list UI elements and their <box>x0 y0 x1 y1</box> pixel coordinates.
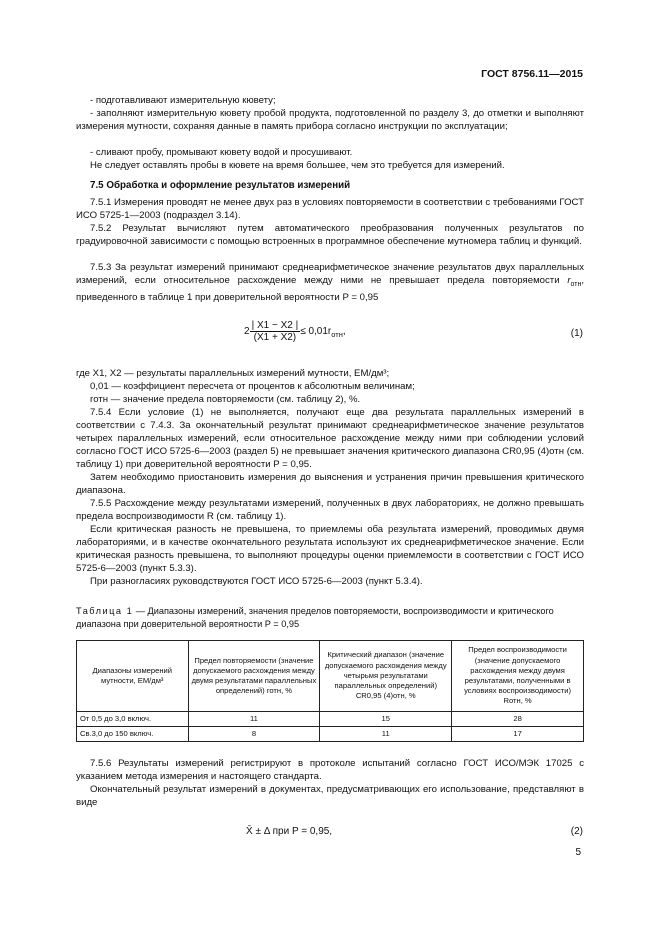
paragraph-7-5-1: 7.5.1 Измерения проводят не менее двух раз в условиях повторяемости в соответствии с требованиями ГОСТ ИСО 5725-1—2003 (подраздел 3.14). <box>76 197 584 221</box>
paragraph: Окончательный результат измерений в документах, предусматривающих его использование, представляют в виде <box>76 784 584 808</box>
paragraph-7-5-6: 7.5.6 Результаты измерений регистрируют в протоколе испытаний согласно ГОСТ ИСО/МЭК 17025 с указанием метода измерения и настоящего стандарта. <box>76 758 584 782</box>
table-header-cell: Предел воспроизводимости (значение допускаемого расхождения между двумя результатами, полученными в условиях воспроизводимости) Rотн, % <box>452 641 584 712</box>
equation-number-1: (1) <box>570 328 583 339</box>
where-line: rотн — значение предела повторяемости (см. таблицу 2), %. <box>90 394 361 405</box>
table-cell: 11 <box>320 727 452 742</box>
document-header: ГОСТ 8756.11—2015 <box>481 68 583 80</box>
paragraph-7-5-4: 7.5.4 Если условие (1) не выполняется, получают еще два результата параллельных измерений в соответствии с 7.4.3. За окончательный результат принимают среднеарифметическое значение результатов четырех параллельных измерений, если относительное расхождение между ними при соблюдении условий согласно ГОСТ ИСО 5725-6—2003 (раздел 5) не превышает значения критического диапазона CR0,95 (4)отн (см. таблицу 1) при доверительной вероятности P = 0,95. <box>76 407 584 470</box>
page-number: 5 <box>575 847 581 858</box>
where-line: 0,01 — коэффициент пересчета от процентов к абсолютным величинам; <box>90 381 415 392</box>
table-cell: 15 <box>320 712 452 727</box>
paragraph: При разногласиях руководствуются ГОСТ ИСО 5725-6—2003 (пункт 5.3.4). <box>90 576 423 587</box>
table-header-cell: Критический диапазон (значение допускаемого расхождения между четырьмя результатами параллельных определений) CR0,95 (4)отн, % <box>320 641 452 712</box>
bullet-item: - подготавливают измерительную кювету; <box>90 95 276 106</box>
where-line: где X1, X2 — результаты параллельных измерений мутности, ЕМ/дм³; <box>76 368 390 379</box>
table-cell: 17 <box>452 727 584 742</box>
table-header-cell: Предел повторяемости (значение допускаемого расхождения между двумя результатами параллельных определений) rотн, % <box>188 641 320 712</box>
table-row <box>77 712 584 727</box>
paragraph: Затем необходимо приостановить измерения до выяснения и устранения причин превышения критического диапазона. <box>76 472 584 496</box>
formula-1-fraction: $\frac{| X1 - X2 |}{(X1 + X2)}$ <box>251 320 299 343</box>
paragraph: Не следует оставлять пробы в кювете на время большее, чем это требуется для измерений. <box>90 160 505 171</box>
table-header-row <box>77 641 584 712</box>
table-cell: 11 <box>188 712 320 727</box>
paragraph-7-5-3: 7.5.3 За результат измерений принимают среднеарифметическое значение результатов двух параллельных измерений, если относительное расхождение между ними не превышает предела повторяемости $r_{отн}$, приведенного в таблице 1 при доверительной вероятности P = 0,95 <box>76 262 584 303</box>
paragraph: Если критическая разность не превышена, то приемлемы оба результата измерений, проводимых двумя лабораториями, и в качестве окончательного результата используют их среднеарифметическое значение. Если критическая разность превышена, то выполняют процедуры оценки приемлемости в соответствии с ГОСТ ИСО 5725-6—2003 (пункт 5.3.3). <box>76 524 584 574</box>
table-caption: Таблица 1 — Диапазоны измерений, значения пределов повторяемости, воспроизводимости и критического диапазона при доверительной вероятности P = 0,95 <box>76 606 554 629</box>
formula-1: 2 $\frac{| X1 - X2 |}{(X1 + X2)}$ ≤ $0,01r_{отн}$, <box>244 320 346 343</box>
table-cell: От 0,5 до 3,0 включ. <box>77 712 189 727</box>
table-header-cell: Диапазоны измерений мутности, ЕМ/дм³ <box>77 641 189 712</box>
table-cell: 8 <box>188 727 320 742</box>
section-heading: 7.5 Обработка и оформление результатов измерений <box>90 180 351 191</box>
table-row <box>77 727 584 742</box>
table-cell: 28 <box>452 712 584 727</box>
equation-number-2: (2) <box>570 826 583 837</box>
table-cell: Св.3,0 до 150 включ. <box>77 727 189 742</box>
paragraph-7-5-5: 7.5.5 Расхождение между результатами измерений, полученных в двух лабораториях, не должно превышать предела воспроизводимости R (см. таблицу 1). <box>76 498 584 522</box>
bullet-item: - сливают пробу, промывают кювету водой и просушивают. <box>90 147 353 158</box>
paragraph-7-5-2: 7.5.2 Результат вычисляют путем автоматического преобразования полученных результатов по градуировочной зависимости с помощью встроенных в программное обеспечение мутномера таблиц и функций. <box>76 223 584 247</box>
bullet-item: - заполняют измерительную кювету пробой продукта, подготовленной по разделу 3, до отметки и выполняют измерения мутности, сохраняя данные в память прибора согласно инструкции по эксплуатации; <box>76 108 584 132</box>
table-1 <box>76 640 584 742</box>
formula-2: X̄ ± Δ при P = 0,95, <box>246 826 333 837</box>
